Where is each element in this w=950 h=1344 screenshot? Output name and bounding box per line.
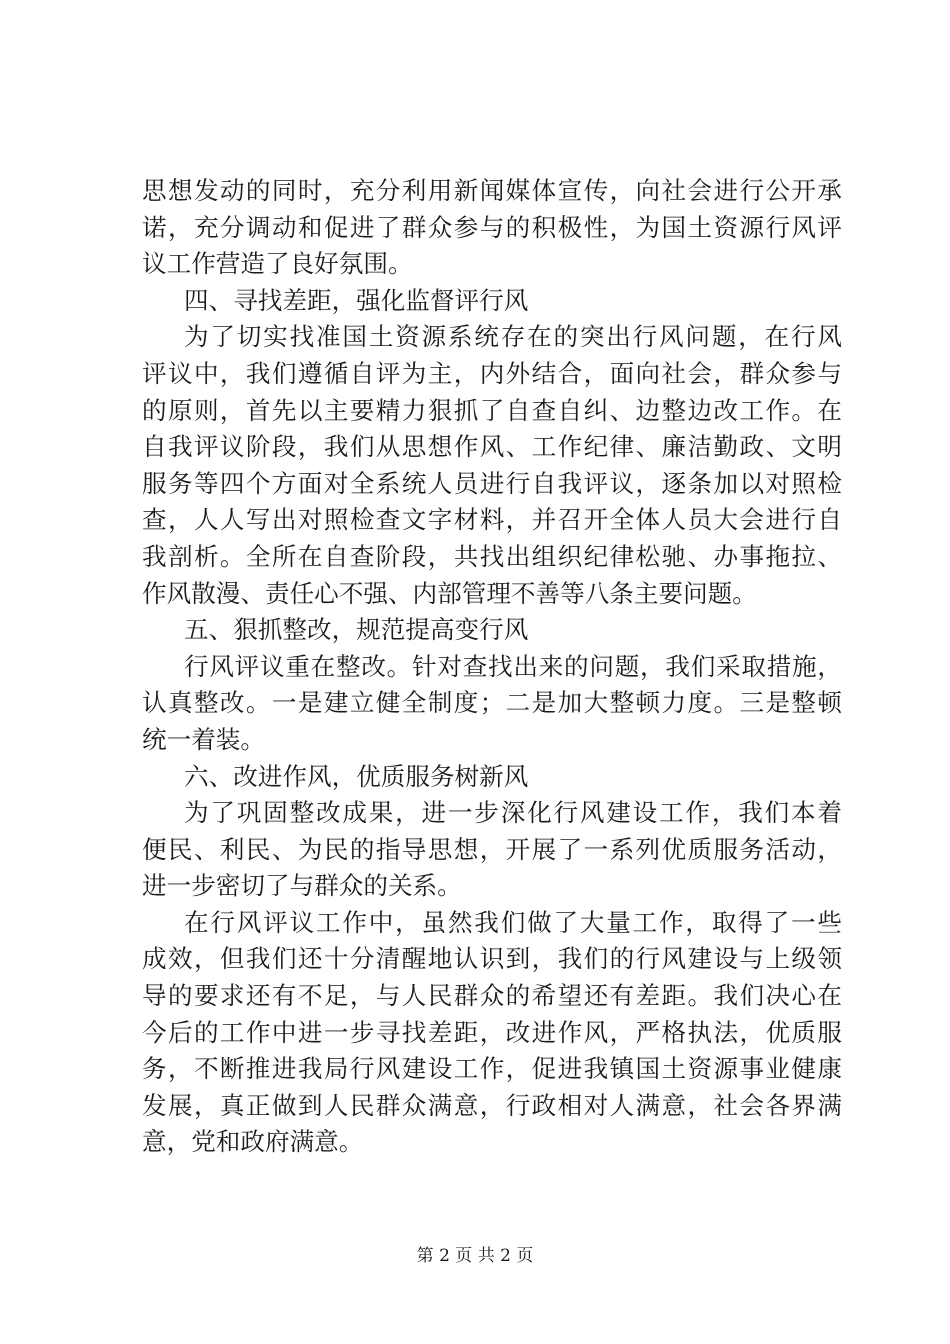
text-line: 为了切实找准国土资源系统存在的突出行风问题，在行风: [184, 322, 842, 352]
text-line: 在行风评议工作中，虽然我们做了大量工作，取得了一些: [184, 907, 842, 937]
text-line: 服务等四个方面对全系统人员进行自我评议，逐条加以对照检: [142, 468, 842, 498]
text-line: 作风散漫、责任心不强、内部管理不善等八条主要问题。: [142, 578, 757, 608]
text-line: 行风评议重在整改。针对查找出来的问题，我们采取措施，: [184, 651, 842, 681]
text-line: 为了巩固整改成果，进一步深化行风建设工作，我们本着: [184, 798, 842, 828]
text-line: 今后的工作中进一步寻找差距，改进作风，严格执法，优质服: [142, 1017, 842, 1047]
text-line: 发展，真正做到人民群众满意，行政相对人满意，社会各界满: [142, 1090, 842, 1120]
text-line: 自我评议阶段，我们从思想作风、工作纪律、廉洁勤政、文明: [142, 432, 842, 462]
text-line: 务，不断推进我局行风建设工作，促进我镇国土资源事业健康: [142, 1054, 842, 1084]
text-line: 意，党和政府满意。: [142, 1127, 364, 1157]
text-line: 评议中，我们遵循自评为主，内外结合，面向社会，群众参与: [142, 358, 842, 388]
text-line: 议工作营造了良好氛围。: [142, 249, 413, 279]
text-line: 诺，充分调动和促进了群众参与的积极性，为国土资源行风评: [142, 212, 842, 242]
text-line: 统一着装。: [142, 724, 265, 754]
text-line: 成效，但我们还十分清醒地认识到，我们的行风建设与上级领: [142, 944, 842, 974]
text-line: 四、寻找差距，强化监督评行风: [184, 285, 529, 315]
text-line: 的原则，首先以主要精力狠抓了自查自纠、边整边改工作。在: [142, 395, 842, 425]
text-line: 查，人人写出对照检查文字材料，并召开全体人员大会进行自: [142, 505, 842, 535]
document-body: [142, 173, 842, 1161]
text-line: 认真整改。一是建立健全制度；二是加大整顿力度。三是整顿: [142, 688, 842, 718]
text-line: 导的要求还有不足，与人民群众的希望还有差距。我们决心在: [142, 981, 842, 1011]
text-line: 我剖析。全所在自查阶段，共找出组织纪律松驰、办事拖拉、: [142, 541, 842, 571]
text-line: 五、狠抓整改，规范提高变行风: [184, 615, 529, 645]
page-footer: 第 2 页 共 2 页: [416, 1246, 534, 1266]
text-line: 便民、利民、为民的指导思想，开展了一系列优质服务活动，: [142, 834, 842, 864]
text-line: 进一步密切了与群众的关系。: [142, 871, 462, 901]
text-line: 思想发动的同时，充分利用新闻媒体宣传，向社会进行公开承: [142, 176, 842, 205]
text-line: 六、改进作风，优质服务树新风: [184, 761, 529, 791]
